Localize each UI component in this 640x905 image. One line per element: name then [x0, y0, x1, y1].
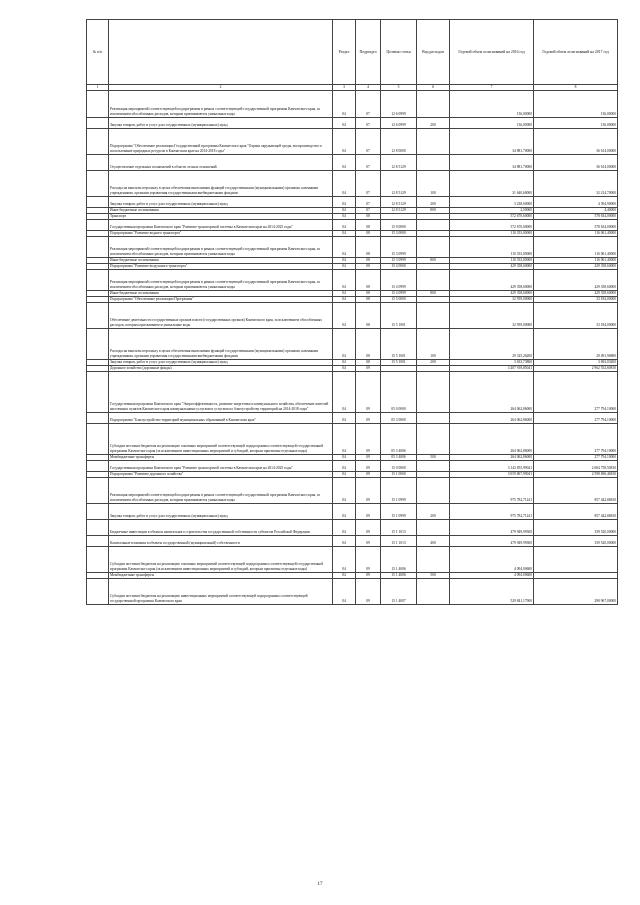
section-cell: 04: [333, 424, 356, 455]
amount-2017-cell: 32 214,70000: [534, 171, 618, 197]
row-number-cell: [87, 413, 109, 424]
amount-2017-cell: 429 358,60000: [534, 264, 618, 270]
table-header-row: [87, 20, 618, 85]
expense-type-cell: [417, 220, 450, 231]
table-row: [87, 424, 618, 455]
section-cell: 04: [333, 329, 356, 360]
amount-2017-cell: 277 794,10000: [534, 413, 618, 424]
target-article-cell: 12 8 0000: [381, 129, 417, 155]
column-number: 6: [417, 85, 450, 91]
table-row: [87, 220, 618, 231]
target-article-cell: 05 3 4006: [381, 455, 417, 461]
table-row: [87, 520, 618, 536]
amount-2017-cell: 857 442,86810: [534, 478, 618, 504]
column-number: 4: [356, 85, 381, 91]
row-number-cell: [87, 504, 109, 520]
expense-type-cell: 100: [417, 329, 450, 360]
amount-2016-cell: 110 353,00000: [450, 258, 534, 264]
column-number: 8: [534, 85, 618, 91]
item-name-cell: Межбюджетные трансферты: [109, 573, 333, 579]
table-row: [87, 413, 618, 424]
item-name-cell: Реализация мероприятий соответствующей подпрограммы в рамках соответствующей государственной программы Камчатского края, за исключением обособленных расходов, которым присваиваются уникальные коды: [109, 270, 333, 291]
header-target-article: Целевая статья: [381, 20, 417, 85]
table-row: [87, 118, 618, 129]
amount-2017-cell: 36 614,00000: [534, 129, 618, 155]
amount-2017-cell: 3 692,03200: [534, 360, 618, 366]
expense-type-cell: [417, 579, 450, 605]
section-cell: 04: [333, 270, 356, 291]
row-number-cell: [87, 171, 109, 197]
amount-2017-cell: 2 962 552,60810: [534, 366, 618, 372]
item-name-cell: Субсидии местным бюджетам на реализацию основных мероприятий соответствующей подпрограммы соответствующей государственной программы Камчатского края (за исключением инвестиционных мероприятий и субсидий, которым присвоены отдельные коды): [109, 424, 333, 455]
amount-2017-cell: 116 061,40000: [534, 237, 618, 258]
item-name-cell: Реализация мероприятий соответствующей подпрограммы в рамках соответствующей государственной программы Камчатского края, за исключением обособленных расходов, которым присваиваются уникальные коды: [109, 237, 333, 258]
row-number-cell: [87, 220, 109, 231]
target-article-cell: 05 3 0000: [381, 413, 417, 424]
header-subsection: Подраздел: [356, 20, 381, 85]
item-name-cell: Расходы на выплаты персоналу в целях обеспечения выполнения функций государственными (муниципальными) органами, казенными учреждениями, органами управления государственными внебюджетными фондами: [109, 329, 333, 360]
amount-2017-cell: 33 184,00000: [534, 303, 618, 329]
column-number: 3: [333, 85, 356, 91]
subsection-cell: 09: [356, 372, 381, 413]
target-article-cell: 12 8 5129: [381, 197, 417, 208]
table-row: [87, 155, 618, 171]
expense-type-cell: [417, 303, 450, 329]
item-name-cell: Реализация мероприятий соответствующей подпрограммы в рамках соответствующей государственной программы Камчатского края, за исключением обособленных расходов, которым присваиваются уникальные коды: [109, 91, 333, 118]
expense-type-cell: [417, 237, 450, 258]
expense-type-cell: [417, 270, 450, 291]
row-number-cell: [87, 197, 109, 208]
expense-type-cell: [417, 478, 450, 504]
target-article-cell: 15 0 0000: [381, 461, 417, 472]
amount-2016-cell: 3 633,73800: [450, 360, 534, 366]
subsection-cell: 09: [356, 366, 381, 372]
row-number-cell: [87, 520, 109, 536]
row-number-cell: [87, 118, 109, 129]
amount-2016-cell: 572 670,60000: [450, 220, 534, 231]
target-article-cell: 15 5 1001: [381, 360, 417, 366]
page-number: 17: [317, 882, 323, 887]
target-article-cell: 15 5 1001: [381, 303, 417, 329]
amount-2017-cell: 36 614,00000: [534, 155, 618, 171]
table-row: [87, 504, 618, 520]
amount-2016-cell: 479 949,99300: [450, 536, 534, 547]
subsection-cell: 07: [356, 91, 381, 118]
amount-2016-cell: 264 062,86000: [450, 372, 534, 413]
subsection-cell: 08: [356, 329, 381, 360]
item-name-cell: Иные бюджетные ассигнования: [109, 291, 333, 297]
subsection-cell: 09: [356, 579, 381, 605]
amount-2016-cell: 429 358,60000: [450, 291, 534, 297]
budget-table: [86, 19, 618, 605]
target-article-cell: 15 1 0999: [381, 504, 417, 520]
amount-2017-cell: [534, 547, 618, 573]
item-name-cell: Бюджетные инвестиции в объекты капитального строительства государственной собственности субъектов Российской Федерации: [109, 520, 333, 536]
row-number-cell: [87, 91, 109, 118]
row-number-cell: [87, 536, 109, 547]
item-name-cell: Иные бюджетные ассигнования: [109, 258, 333, 264]
target-article-cell: 12 6 0999: [381, 118, 417, 129]
amount-2017-cell: 116 061,40000: [534, 258, 618, 264]
table-row: [87, 547, 618, 573]
subsection-cell: 07: [356, 171, 381, 197]
expense-type-cell: 200: [417, 360, 450, 366]
amount-2016-cell: 264 062,86000: [450, 413, 534, 424]
row-number-cell: [87, 129, 109, 155]
amount-2016-cell: 572 670,60000: [450, 214, 534, 220]
amount-2016-cell: 29 325,26200: [450, 329, 534, 360]
section-cell: 04: [333, 579, 356, 605]
item-name-cell: Подпрограмма "Развитие водного транспорта": [109, 231, 333, 237]
section-cell: 04: [333, 366, 356, 372]
expense-type-cell: 200: [417, 118, 450, 129]
target-article-cell: 12 8 5129: [381, 208, 417, 214]
table-row: [87, 478, 618, 504]
section-cell: 04: [333, 237, 356, 258]
amount-2017-cell: 136,00000: [534, 91, 618, 118]
subsection-cell: 07: [356, 197, 381, 208]
amount-2016-cell: 110 353,00000: [450, 231, 534, 237]
item-name-cell: Подпрограмма "Развитие дорожного хозяйства": [109, 472, 333, 478]
expense-type-cell: 500: [417, 573, 450, 579]
section-cell: 04: [333, 573, 356, 579]
section-cell: 04: [333, 297, 356, 303]
item-name-cell: Закупка товаров, работ и услуг для государственных (муниципальных) нужд: [109, 360, 333, 366]
amount-2017-cell: 277 794,10000: [534, 372, 618, 413]
amount-2017-cell: 2 598 696,46810: [534, 472, 618, 478]
item-name-cell: Подпрограмма "Благоустройство территорий муниципальных образований в Камчатском крае": [109, 413, 333, 424]
subsection-cell: 08: [356, 297, 381, 303]
header-num: № п/п: [87, 20, 109, 85]
target-article-cell: 15 4 0000: [381, 264, 417, 270]
section-cell: 04: [333, 118, 356, 129]
target-article-cell: 15 3 0999: [381, 258, 417, 264]
table-row: [87, 536, 618, 547]
section-cell: 04: [333, 360, 356, 366]
subsection-cell: 08: [356, 214, 381, 220]
target-article-cell: 12 8 5129: [381, 171, 417, 197]
section-cell: 04: [333, 520, 356, 536]
item-name-cell: Иные бюджетные ассигнования: [109, 208, 333, 214]
section-cell: 04: [333, 208, 356, 214]
item-name-cell: Расходы на выплаты персоналу в целях обеспечения выполнения функций государственными (муниципальными) органами, казенными учреждениями, органами управления государственными внебюджетными фондами: [109, 171, 333, 197]
subsection-cell: 09: [356, 573, 381, 579]
section-cell: 04: [333, 472, 356, 478]
target-article-cell: 15 5 0000: [381, 297, 417, 303]
section-cell: 04: [333, 231, 356, 237]
item-name-cell: Дорожное хозяйство (дорожные фонды): [109, 366, 333, 372]
target-article-cell: 15 1 4006: [381, 547, 417, 573]
section-cell: 04: [333, 220, 356, 231]
subsection-cell: 09: [356, 520, 381, 536]
item-name-cell: Транспорт: [109, 214, 333, 220]
subsection-cell: 07: [356, 155, 381, 171]
target-article-cell: 15 5 1001: [381, 329, 417, 360]
target-article-cell: 15 0 0000: [381, 220, 417, 231]
table-row: [87, 237, 618, 258]
item-name-cell: Закупка товаров, работ и услуг для государственных (муниципальных) нужд: [109, 197, 333, 208]
section-cell: 04: [333, 504, 356, 520]
subsection-cell: 08: [356, 258, 381, 264]
section-cell: 04: [333, 129, 356, 155]
expense-type-cell: [417, 372, 450, 413]
amount-2017-cell: 578 634,00000: [534, 220, 618, 231]
section-cell: 04: [333, 91, 356, 118]
amount-2016-cell: 975 782,71241: [450, 478, 534, 504]
item-name-cell: Подпрограмма "Развитие воздушного транспорта": [109, 264, 333, 270]
section-cell: 04: [333, 291, 356, 297]
amount-2017-cell: 339 520,00000: [534, 520, 618, 536]
expense-type-cell: 800: [417, 208, 450, 214]
subsection-cell: 08: [356, 237, 381, 258]
subsection-cell: 08: [356, 231, 381, 237]
subsection-cell: 08: [356, 291, 381, 297]
target-article-cell: 12 6 0999: [381, 91, 417, 118]
item-name-cell: Осуществление отдельных полномочий в области лесных отношений: [109, 155, 333, 171]
amount-2017-cell: 136,00000: [534, 118, 618, 129]
subsection-cell: 08: [356, 264, 381, 270]
item-name-cell: Государственная программа Камчатского края "Развитие транспортной системы в Камчатском крае на 2014-2025 годы": [109, 461, 333, 472]
amount-2017-cell: 29 491,96800: [534, 329, 618, 360]
expense-type-cell: [417, 413, 450, 424]
row-number-cell: [87, 270, 109, 291]
table-row: [87, 129, 618, 155]
target-article-cell: 15 3 0000: [381, 231, 417, 237]
column-number: 5: [381, 85, 417, 91]
expense-type-cell: [417, 91, 450, 118]
amount-2017-cell: 4 394,90000: [534, 197, 618, 208]
section-cell: 04: [333, 303, 356, 329]
row-number-cell: [87, 424, 109, 455]
amount-2016-cell: 975 782,71241: [450, 504, 534, 520]
amount-2016-cell: 264 062,86000: [450, 455, 534, 461]
row-number-cell: [87, 303, 109, 329]
subsection-cell: 09: [356, 536, 381, 547]
amount-2017-cell: 277 794,10000: [534, 455, 618, 461]
amount-2016-cell: 4 094,00600: [450, 547, 534, 573]
amount-2017-cell: 2 684 758,50810: [534, 461, 618, 472]
amount-2016-cell: 3 238,60000: [450, 197, 534, 208]
subsection-cell: 09: [356, 478, 381, 504]
item-name-cell: Государственная программа Камчатского края "Энергоэффективность, развитие энергетики и коммунального хозяйства, обеспечение жителей населенных пунктов Камчатского края коммунальными услугами и услугами по благоустройству территорий на 2014-2018 годы": [109, 372, 333, 413]
section-cell: 04: [333, 258, 356, 264]
amount-2016-cell: 429 358,60000: [450, 264, 534, 270]
amount-2016-cell: 3 143 855,99041: [450, 461, 534, 472]
expense-type-cell: 800: [417, 258, 450, 264]
target-article-cell: 12 8 5129: [381, 155, 417, 171]
section-cell: 04: [333, 547, 356, 573]
subsection-cell: 07: [356, 208, 381, 214]
target-article-cell: 15 1 0000: [381, 472, 417, 478]
amount-2016-cell: 34 881,70000: [450, 155, 534, 171]
section-cell: 04: [333, 455, 356, 461]
subsection-cell: 09: [356, 547, 381, 573]
row-number-cell: [87, 372, 109, 413]
expense-type-cell: [417, 547, 450, 573]
amount-2016-cell: 110 353,00000: [450, 237, 534, 258]
target-article-cell: 15 4 0999: [381, 270, 417, 291]
section-cell: 04: [333, 171, 356, 197]
amount-2016-cell: 136,00000: [450, 91, 534, 118]
amount-2017-cell: 33 184,00000: [534, 297, 618, 303]
table-row: [87, 579, 618, 605]
amount-2016-cell: 529 841,17900: [450, 579, 534, 605]
amount-2017-cell: 339 520,00000: [534, 536, 618, 547]
expense-type-cell: [417, 129, 450, 155]
subsection-cell: 09: [356, 472, 381, 478]
target-article-cell: 15 1 0999: [381, 478, 417, 504]
amount-2017-cell: 429 358,60000: [534, 291, 618, 297]
subsection-cell: 08: [356, 303, 381, 329]
section-cell: 04: [333, 197, 356, 208]
expense-type-cell: 100: [417, 171, 450, 197]
expense-type-cell: [417, 155, 450, 171]
item-name-cell: Закупка товаров, работ и услуг для государственных (муниципальных) нужд: [109, 504, 333, 520]
amount-2016-cell: 3 059 867,99041: [450, 472, 534, 478]
header-name: [109, 20, 333, 85]
table-body: [87, 91, 618, 605]
table-row: [87, 461, 618, 472]
table-row: [87, 171, 618, 197]
expense-type-cell: [417, 424, 450, 455]
row-number-cell: [87, 329, 109, 360]
subsection-cell: 07: [356, 118, 381, 129]
item-name-cell: Капитальные вложения в объекты государственной (муниципальной) собственности: [109, 536, 333, 547]
subsection-cell: 08: [356, 270, 381, 291]
amount-2017-cell: 429 358,60000: [534, 270, 618, 291]
subsection-cell: 09: [356, 455, 381, 461]
header-section: Раздел: [333, 20, 356, 85]
table-row: [87, 91, 618, 118]
subsection-cell: 09: [356, 424, 381, 455]
amount-2016-cell: 34 881,70000: [450, 129, 534, 155]
table-row: [87, 270, 618, 291]
target-article-cell: 15 1 1013: [381, 536, 417, 547]
target-article-cell: 05 0 0000: [381, 372, 417, 413]
subsection-cell: 09: [356, 504, 381, 520]
target-article-cell: 15 1 4007: [381, 579, 417, 605]
amount-2016-cell: 479 949,99300: [450, 520, 534, 536]
table-row: [87, 303, 618, 329]
amount-2017-cell: 578 634,00000: [534, 214, 618, 220]
amount-2016-cell: 32 959,00000: [450, 297, 534, 303]
amount-2017-cell: 4,40000: [534, 208, 618, 214]
column-number: 1: [87, 85, 109, 91]
amount-2017-cell: 857 442,86810: [534, 504, 618, 520]
target-article-cell: 15 1 1013: [381, 520, 417, 536]
item-name-cell: Государственная программа Камчатского края "Развитие транспортной системы в Камчатском крае на 2014-2025 годы": [109, 220, 333, 231]
subsection-cell: 09: [356, 413, 381, 424]
item-name-cell: Субсидии местным бюджетам на реализацию инвестиционных мероприятий соответствующей подпрограммы соответствующей государственной программы Камчатского края: [109, 579, 333, 605]
section-cell: 04: [333, 214, 356, 220]
amount-2016-cell: 3 407 918,85041: [450, 366, 534, 372]
row-number-cell: [87, 155, 109, 171]
target-article-cell: 15 1 4006: [381, 573, 417, 579]
header-year-2016: Годовой объем ассигнований на 2016 год: [450, 20, 534, 85]
amount-2016-cell: 136,00000: [450, 118, 534, 129]
subsection-cell: 07: [356, 129, 381, 155]
expense-type-cell: 400: [417, 536, 450, 547]
amount-2017-cell: 116 061,40000: [534, 231, 618, 237]
subsection-cell: 08: [356, 220, 381, 231]
section-cell: 04: [333, 461, 356, 472]
row-number-cell: [87, 237, 109, 258]
section-cell: 04: [333, 155, 356, 171]
row-number-cell: [87, 478, 109, 504]
column-number: 7: [450, 85, 534, 91]
target-article-cell: 15 4 0999: [381, 291, 417, 297]
expense-type-cell: 500: [417, 455, 450, 461]
item-name-cell: Субсидии местным бюджетам на реализацию основных мероприятий соответствующей подпрограммы соответствующей государственной программы Камчатского края (за исключением инвестиционных мероприятий и субсидий, которым присвоены отдельные коды): [109, 547, 333, 573]
expense-type-cell: [417, 520, 450, 536]
table-row: [87, 197, 618, 208]
expense-type-cell: 200: [417, 504, 450, 520]
amount-2016-cell: 4 094,00600: [450, 573, 534, 579]
item-name-cell: Подпрограмма "Обеспечение реализации Программы": [109, 297, 333, 303]
row-number-cell: [87, 461, 109, 472]
section-cell: 04: [333, 264, 356, 270]
section-cell: 04: [333, 413, 356, 424]
expense-type-cell: 200: [417, 197, 450, 208]
header-expense-type: Вид расходов: [417, 20, 450, 85]
amount-2016-cell: 31 640,60000: [450, 171, 534, 197]
section-cell: 04: [333, 478, 356, 504]
table-row: [87, 329, 618, 360]
amount-2016-cell: 2,50000: [450, 208, 534, 214]
row-number-cell: [87, 547, 109, 573]
header-year-2017: Годовой объем ассигнований на 2017 год: [534, 20, 618, 85]
item-name-cell: Подпрограмма "Обеспечение реализации Государственной программы Камчатского края "Охрана окружающей среды, воспроизводство и использование природных ресурсов в Камчатском крае на 2014-2018 годы": [109, 129, 333, 155]
item-name-cell: Реализация мероприятий соответствующей подпрограммы в рамках соответствующей государственной программы Камчатского края, за исключением обособленных расходов, которым присваиваются уникальные коды: [109, 478, 333, 504]
expense-type-cell: 800: [417, 291, 450, 297]
subsection-cell: 08: [356, 360, 381, 366]
amount-2016-cell: 264 062,86000: [450, 424, 534, 455]
expense-type-cell: [417, 461, 450, 472]
target-article-cell: 15 3 0999: [381, 237, 417, 258]
item-name-cell: Межбюджетные трансферты: [109, 455, 333, 461]
row-number-cell: [87, 579, 109, 605]
target-article-cell: 05 3 4006: [381, 424, 417, 455]
subsection-cell: 09: [356, 461, 381, 472]
section-cell: 04: [333, 536, 356, 547]
section-cell: 04: [333, 372, 356, 413]
table-row: [87, 372, 618, 413]
item-name-cell: Обеспечение деятельности государственных органов власти (государственных органов) Камчатского края, за исключением обособленных расходов, которым присваиваются уникальные коды: [109, 303, 333, 329]
amount-2016-cell: 429 358,60000: [450, 270, 534, 291]
amount-2016-cell: 32 959,00000: [450, 303, 534, 329]
amount-2017-cell: 290 967,00000: [534, 579, 618, 605]
item-name-cell: Закупка товаров, работ и услуг для государственных (муниципальных) нужд: [109, 118, 333, 129]
amount-2017-cell: 277 794,10000: [534, 424, 618, 455]
column-number: 2: [109, 85, 333, 91]
